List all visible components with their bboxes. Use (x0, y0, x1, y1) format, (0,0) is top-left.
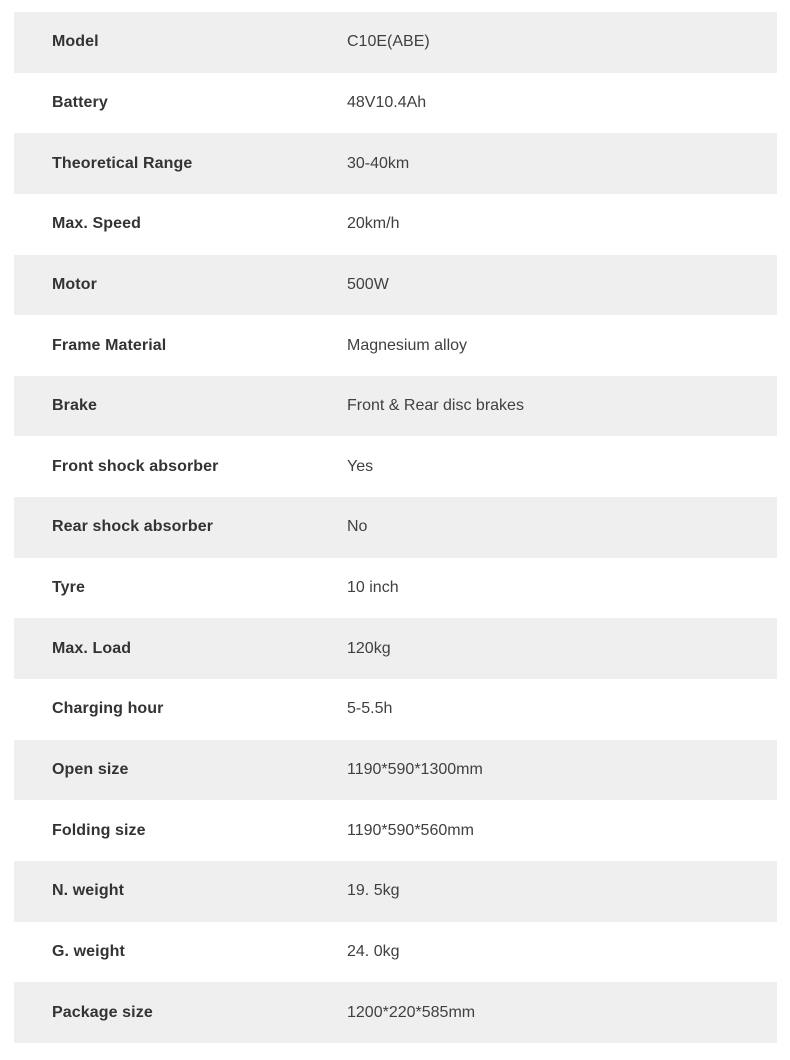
spec-label: Open size (52, 761, 129, 778)
spec-label: G. weight (52, 942, 125, 960)
table-row (14, 315, 777, 376)
table-row (14, 922, 777, 983)
spec-label: Max. Load (52, 639, 132, 657)
table-row (14, 376, 777, 437)
spec-value: C10E(ABE) (347, 33, 430, 51)
spec-label: Charging hour (52, 700, 164, 718)
table-row (14, 679, 777, 740)
table-row (14, 800, 777, 861)
spec-value: 120kg (347, 639, 391, 657)
spec-value: 1200*220*585mm (347, 1003, 476, 1021)
table-row (14, 740, 777, 801)
specification-table (14, 12, 777, 1043)
spec-value: 19. 5kg (347, 882, 400, 900)
spec-value: No (347, 518, 368, 536)
table-row (14, 558, 777, 619)
spec-label: Rear shock absorber (52, 518, 214, 536)
table-row (14, 436, 777, 497)
table-row (14, 133, 777, 194)
spec-label: Theoretical Range (52, 154, 193, 172)
table-row (14, 255, 777, 316)
spec-value: 5-5.5h (347, 700, 393, 718)
spec-value: Yes (347, 457, 374, 475)
spec-label: Folding size (52, 821, 146, 839)
spec-label: Motor (52, 275, 97, 293)
spec-value: 1190*590*560mm (347, 821, 474, 839)
table-row (14, 497, 777, 558)
spec-label: Model (52, 33, 99, 51)
spec-value: 48V10.4Ah (347, 93, 427, 111)
table-row (14, 194, 777, 255)
spec-label: N. weight (52, 882, 125, 900)
table-row (14, 73, 777, 134)
spec-value: 1190*590*1300mm (347, 761, 483, 778)
spec-value: 500W (347, 275, 389, 293)
spec-label: Battery (52, 93, 108, 111)
table-row (14, 861, 777, 922)
spec-label: Package size (52, 1003, 153, 1021)
spec-value: 20km/h (347, 215, 400, 233)
spec-value: 24. 0kg (347, 942, 400, 960)
spec-value: Front & Rear disc brakes (347, 397, 524, 415)
spec-value: 10 inch (347, 579, 399, 597)
table-row (14, 982, 777, 1043)
spec-label: Frame Material (52, 336, 167, 354)
table-row (14, 618, 777, 679)
table-row (14, 12, 777, 73)
spec-label: Brake (52, 397, 97, 415)
spec-value: Magnesium alloy (347, 336, 468, 354)
spec-value: 30-40km (347, 154, 410, 172)
spec-label: Max. Speed (52, 215, 142, 233)
spec-label: Tyre (52, 579, 86, 597)
spec-label: Front shock absorber (52, 457, 219, 475)
